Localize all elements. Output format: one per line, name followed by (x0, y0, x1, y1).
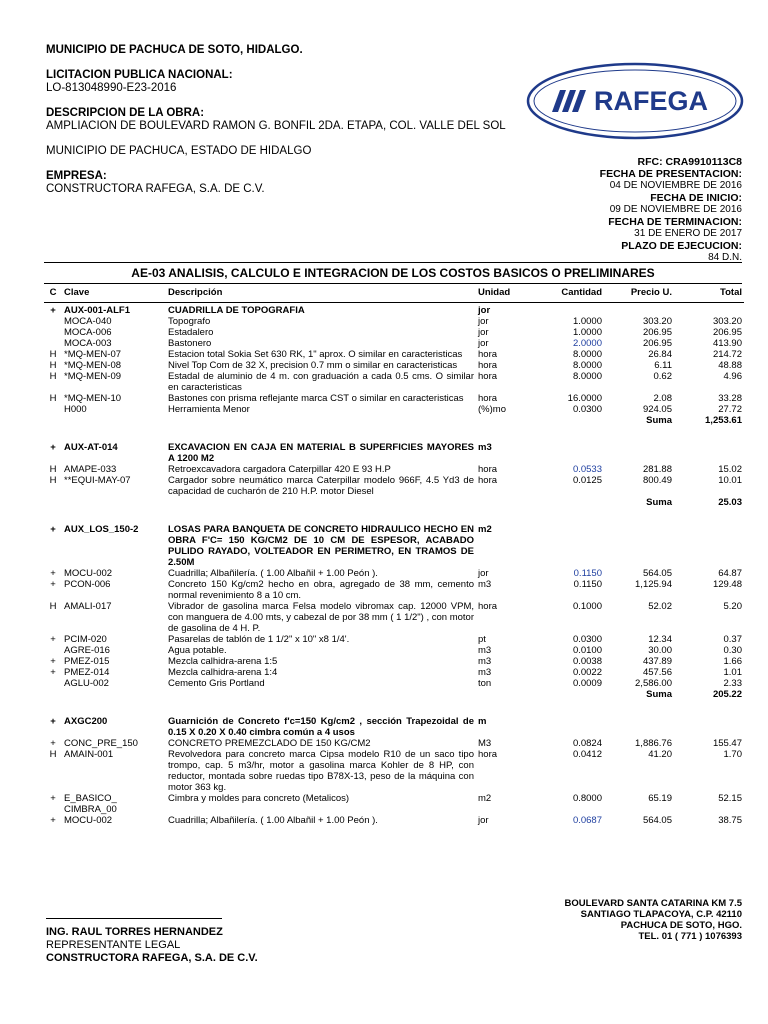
rafega-logo (524, 60, 746, 142)
row-total: 129.48 (712, 579, 742, 590)
row-total: 214.72 (712, 349, 742, 360)
row-descripcion: Retroexcavadora cargadora Caterpillar 420 E 93 H.P (168, 464, 391, 475)
empresa-value: CONSTRUCTORA RAFEGA, S.A. DE C.V. (46, 183, 265, 195)
table-row (44, 475, 744, 497)
row-type: + (50, 524, 56, 535)
empty-cell (44, 497, 62, 508)
row-cantidad: 1.0000 (572, 327, 602, 338)
row-unidad: hora (478, 601, 498, 612)
inicio-value: 09 DE NOVIEMBRE DE 2016 (609, 204, 742, 215)
row-type: + (50, 738, 56, 749)
row-clave: CONC_PRE_150 (64, 738, 138, 749)
row-unidad: hora (478, 349, 498, 360)
row-precio: 2,586.00 (635, 678, 672, 689)
row-type (44, 316, 62, 327)
table-row (44, 338, 744, 349)
row-cantidad: 0.0533 (572, 464, 602, 475)
table-row (44, 634, 744, 645)
row-clave: AMAIN-001 (64, 749, 114, 760)
presentacion-label: FECHA DE PRESENTACION: (599, 168, 742, 180)
row-cantidad: 0.0009 (572, 678, 602, 689)
plazo-label: PLAZO DE EJECUCION: (621, 240, 742, 252)
row-clave: MOCU-002 (64, 568, 113, 579)
row-descripcion: Cuadrilla; Albañilería. ( 1.00 Albañil + 1.00 Peón ). (168, 568, 378, 579)
table-row (44, 645, 744, 656)
row-unidad: hora (478, 475, 498, 486)
signer-role: REPRESENTANTE LEGAL (46, 939, 181, 951)
row-cantidad: 0.0687 (572, 815, 602, 826)
empty-cell (604, 440, 674, 464)
row-precio: 303.20 (642, 316, 672, 327)
empty-cell (62, 689, 166, 700)
address-line: BOULEVARD SANTA CATARINA KM 7.5 (564, 898, 742, 909)
row-cantidad: 8.0000 (572, 349, 602, 360)
row-unidad: jor (478, 327, 489, 338)
row-descripcion: Agua potable. (168, 645, 227, 656)
row-descripcion: Cuadrilla; Albañilería. ( 1.00 Albañil + 1.00 Peón ). (168, 815, 378, 826)
table-title: AE-03 ANALISIS, CALCULO E INTEGRACION DE LOS COSTOS BASICOS O PRELIMINARES (44, 263, 742, 284)
row-cantidad: 2.0000 (572, 338, 602, 349)
cost-table (44, 262, 742, 826)
row-precio: 52.02 (648, 601, 672, 612)
row-unidad: jor (478, 815, 489, 826)
row-clave: *MQ-MEN-08 (64, 360, 122, 371)
spacer-row (44, 508, 744, 522)
row-clave: MOCA-040 (64, 316, 112, 327)
row-clave: *MQ-MEN-10 (64, 393, 122, 404)
row-unidad: m3 (478, 579, 492, 590)
row-total: 5.20 (723, 601, 742, 612)
row-type (44, 645, 62, 656)
row-unidad: hora (478, 393, 498, 404)
col-header-cantidad: Cantidad (542, 284, 604, 303)
group-unidad: m2 (478, 524, 492, 535)
group-descripcion: LOSAS PARA BANQUETA DE CONCRETO HIDRAULICO HECHO EN OBRA F'C= 150 KG/CM2 DE 10 CM DE ESPESOR, ACABADO PULIDO RAYADO, VOLTEADOR EN PERIMETRO, EN TRAMOS DE 2.50M (168, 524, 474, 568)
terminacion-label: FECHA DE TERMINACION: (608, 216, 742, 228)
row-descripcion: Cargador sobre neumático marca Caterpillar modelo 966F, 4.5 Yd3 de capacidad de cucharón de 210 H.P. motor Diesel (168, 475, 474, 497)
row-cantidad: 8.0000 (572, 360, 602, 371)
row-type: + (50, 656, 56, 667)
empresa-label: EMPRESA: (46, 170, 107, 182)
table-row (44, 404, 744, 415)
row-precio: 26.84 (648, 349, 672, 360)
signature-block (46, 926, 258, 965)
suma-label: Suma (646, 689, 672, 700)
suma-value: 25.03 (718, 497, 742, 508)
row-precio: 437.89 (642, 656, 672, 667)
group-header-row (44, 440, 744, 464)
row-type: + (50, 634, 56, 645)
row-type: + (50, 442, 56, 453)
group-unidad: m3 (478, 442, 492, 453)
group-header-row (44, 303, 744, 317)
row-clave: PCON-006 (64, 579, 111, 590)
row-cantidad: 0.0125 (572, 475, 602, 486)
row-total: 206.95 (712, 327, 742, 338)
group-clave: AUX-AT-014 (64, 442, 118, 453)
group-descripcion: EXCAVACION EN CAJA EN MATERIAL B SUPERFICIES MAYORES A 1200 M2 (168, 442, 474, 464)
row-clave: AGRE-016 (64, 645, 110, 656)
row-total: 15.02 (718, 464, 742, 475)
phone: TEL. 01 ( 771 ) 1076393 (638, 931, 742, 942)
row-type: H (49, 601, 57, 612)
row-total: 64.87 (718, 568, 742, 579)
row-descripcion: Estacion total Sokia Set 630 RK, 1" aprox. O similar en caracteristicas (168, 349, 463, 360)
row-descripcion: Bastonero (168, 338, 212, 349)
table-row (44, 601, 744, 634)
spacer-row (44, 426, 744, 440)
row-precio: 1,886.76 (635, 738, 672, 749)
row-precio: 924.05 (642, 404, 672, 415)
row-clave: **EQUI-MAY-07 (64, 475, 131, 486)
row-unidad: hora (478, 749, 498, 760)
row-unidad: M3 (478, 738, 492, 749)
row-precio: 800.49 (642, 475, 672, 486)
row-cantidad: 8.0000 (572, 371, 602, 382)
row-type: + (50, 579, 56, 590)
suma-row (44, 689, 744, 700)
empty-cell (44, 415, 62, 426)
municipio-title: MUNICIPIO DE PACHUCA DE SOTO, HIDALGO. (46, 44, 303, 56)
row-clave: PMEZ-014 (64, 667, 110, 678)
row-descripcion: Nivel Top Com de 32 X, precision 0.7 mm o similar en caracteristicas (168, 360, 458, 371)
row-descripcion: Pasarelas de tablón de 1 1/2" x 10" x8 1/4'. (168, 634, 350, 645)
col-header-c: C (44, 284, 62, 303)
row-type (44, 327, 62, 338)
row-type: H (49, 749, 57, 760)
empty-cell (542, 689, 604, 700)
row-total: 4.96 (723, 371, 742, 382)
table-row (44, 316, 744, 327)
table-row (44, 678, 744, 689)
row-cantidad: 0.8000 (572, 793, 602, 804)
table-row (44, 327, 744, 338)
row-total: 1.70 (723, 749, 742, 760)
row-clave: E_BASICO_ CIMBRA_00 (64, 793, 117, 815)
row-cantidad: 16.0000 (567, 393, 602, 404)
table-row (44, 464, 744, 475)
empty-cell (542, 303, 604, 317)
row-descripcion: Topografo (168, 316, 211, 327)
empty-cell (542, 440, 604, 464)
row-cantidad: 0.1150 (573, 568, 602, 579)
row-clave: AGLU-002 (64, 678, 109, 689)
empty-cell (476, 497, 542, 508)
row-precio: 30.00 (648, 645, 672, 656)
row-precio: 41.20 (648, 749, 672, 760)
row-precio: 281.88 (642, 464, 672, 475)
terminacion-value: 31 DE ENERO DE 2017 (634, 228, 742, 239)
row-precio: 206.95 (642, 338, 672, 349)
table-row (44, 393, 744, 404)
row-unidad: jor (478, 316, 489, 327)
row-type: H (49, 371, 57, 382)
plazo-value: 84 D.N. (708, 252, 742, 263)
row-total: 155.47 (712, 738, 742, 749)
suma-value: 205.22 (712, 689, 742, 700)
rfc: RFC: CRA9910113C8 (637, 156, 742, 168)
row-precio: 1,125.94 (635, 579, 672, 590)
row-precio: 564.05 (642, 815, 672, 826)
row-total: 27.72 (718, 404, 742, 415)
row-total: 1.66 (723, 656, 742, 667)
row-descripcion: Concreto 150 Kg/cm2 hecho en obra, agregado de 38 mm, cemento normal revenimiento 8 a 10 cm. (168, 579, 474, 601)
row-descripcion: Revolvedora para concreto marca Cipsa modelo R10 de un saco tipo trompo, cap. 5 m3/hr, motor a gasolina marca Kohler de 8 HP, con reductor, montada sobre ruedas tipo B78X-13, peso de la máquina con motor 363 kg. (168, 749, 474, 793)
empty-cell (166, 497, 476, 508)
row-unidad: m3 (478, 645, 492, 656)
row-cantidad: 0.0100 (572, 645, 602, 656)
row-descripcion: Estadalero (168, 327, 214, 338)
row-clave: PCIM-020 (64, 634, 107, 645)
row-total: 303.20 (712, 316, 742, 327)
row-clave: MOCA-006 (64, 327, 112, 338)
col-header-clave: Clave (62, 284, 166, 303)
row-type: + (50, 568, 56, 579)
licitacion-label: LICITACION PUBLICA NACIONAL: (46, 69, 233, 81)
row-cantidad: 0.1150 (573, 579, 602, 590)
group-clave: AUX-001-ALF1 (64, 305, 130, 316)
signer-company: CONSTRUCTORA RAFEGA, S.A. DE C.V. (46, 952, 258, 964)
row-total: 1.01 (723, 667, 742, 678)
logo-text: RAFEGA (594, 86, 708, 116)
row-clave: AMALI-017 (64, 601, 112, 612)
company-address (564, 898, 742, 942)
row-total: 0.37 (723, 634, 742, 645)
row-type: + (50, 716, 56, 727)
group-unidad: jor (478, 305, 491, 316)
table-row (44, 579, 744, 601)
row-unidad: m3 (478, 667, 492, 678)
row-precio: 2.08 (653, 393, 672, 404)
suma-value: 1,253.61 (705, 415, 742, 426)
table-row (44, 749, 744, 793)
row-total: 413.90 (712, 338, 742, 349)
row-descripcion: Mezcla calhidra-arena 1:4 (168, 667, 278, 678)
row-descripcion: Mezcla calhidra-arena 1:5 (168, 656, 278, 667)
col-header-unidad: Unidad (476, 284, 542, 303)
descripcion-value: AMPLIACION DE BOULEVARD RAMON G. BONFIL 2DA. ETAPA, COL. VALLE DEL SOL (46, 120, 506, 132)
row-unidad: m3 (478, 656, 492, 667)
row-unidad: (%)mo (478, 404, 506, 415)
licitacion-value: LO-813048990-E23-2016 (46, 82, 177, 94)
table-header-row (44, 284, 744, 303)
col-header-precio: Precio U. (604, 284, 674, 303)
table-row (44, 568, 744, 579)
empty-cell (674, 522, 744, 568)
row-clave: AMAPE-033 (64, 464, 117, 475)
signer-name: ING. RAUL TORRES HERNANDEZ (46, 926, 223, 938)
row-unidad: hora (478, 371, 498, 382)
row-descripcion: Vibrador de gasolina marca Felsa modelo vibromax cap. 12000 VPM, con manguera de 4.00 mts, y cabezal de por 38 mm ( 1 1/2") , con motor de gasolina de 4 H. P. (168, 601, 474, 634)
row-total: 48.88 (718, 360, 742, 371)
empty-cell (62, 497, 166, 508)
row-clave: *MQ-MEN-09 (64, 371, 122, 382)
row-total: 2.33 (723, 678, 742, 689)
row-type: H (49, 464, 57, 475)
row-type: H (49, 360, 57, 371)
row-clave: MOCU-002 (64, 815, 113, 826)
row-total: 33.28 (718, 393, 742, 404)
row-type (44, 338, 62, 349)
table-row (44, 793, 744, 815)
empty-cell (44, 689, 62, 700)
row-type: + (50, 793, 56, 804)
empty-cell (674, 714, 744, 738)
row-unidad: jor (478, 338, 489, 349)
empty-cell (542, 714, 604, 738)
row-cantidad: 1.0000 (572, 316, 602, 327)
row-cantidad: 0.0300 (572, 404, 602, 415)
row-unidad: m2 (478, 793, 492, 804)
inicio-label: FECHA DE INICIO: (650, 192, 742, 204)
row-cantidad: 0.0022 (572, 667, 602, 678)
col-header-total: Total (674, 284, 744, 303)
empty-cell (166, 689, 476, 700)
row-cantidad: 0.1000 (572, 601, 602, 612)
row-type: H (49, 475, 57, 486)
row-unidad: ton (478, 678, 492, 689)
row-cantidad: 0.0300 (572, 634, 602, 645)
row-total: 0.30 (723, 645, 742, 656)
presentacion-value: 04 DE NOVIEMBRE DE 2016 (609, 180, 742, 191)
row-unidad: hora (478, 464, 498, 475)
row-precio: 12.34 (648, 634, 672, 645)
row-type: + (50, 305, 56, 316)
table-row (44, 371, 744, 393)
table-row (44, 656, 744, 667)
suma-row (44, 415, 744, 426)
row-clave: PMEZ-015 (64, 656, 110, 667)
row-unidad: jor (478, 568, 489, 579)
row-unidad: hora (478, 360, 498, 371)
row-cantidad: 0.0824 (572, 738, 602, 749)
project-info (600, 156, 742, 264)
empty-cell (674, 440, 744, 464)
row-descripcion: CONCRETO PREMEZCLADO DE 150 KG/CM2 (168, 738, 371, 749)
row-type: + (50, 815, 56, 826)
row-total: 38.75 (718, 815, 742, 826)
table-row (44, 360, 744, 371)
col-header-descripcion: Descripción (166, 284, 476, 303)
row-precio: 457.56 (642, 667, 672, 678)
address-line: PACHUCA DE SOTO, HGO. (620, 920, 742, 931)
row-precio: 65.19 (648, 793, 672, 804)
suma-row (44, 497, 744, 508)
row-precio: 564.05 (642, 568, 672, 579)
row-descripcion: Cimbra y moldes para concreto (Metalicos) (168, 793, 350, 804)
row-descripcion: Bastones con prisma reflejante marca CST o similar en caracteristicas (168, 393, 464, 404)
empty-cell (166, 415, 476, 426)
row-descripcion: Estadal de aluminio de 4 m. con graduación a cada 0.5 cms. O similar en caracteristicas (168, 371, 474, 393)
row-clave: H000 (64, 404, 87, 415)
suma-label: Suma (646, 415, 672, 426)
group-header-row (44, 714, 744, 738)
row-type: H (49, 349, 57, 360)
group-descripcion: Guarnición de Concreto f'c=150 Kg/cm2 , sección Trapezoidal de 0.15 X 0.20 X 0.40 cimbra común a 4 usos (168, 716, 474, 738)
table-row (44, 815, 744, 826)
empty-cell (604, 522, 674, 568)
group-unidad: m (478, 716, 487, 727)
descripcion-label: DESCRIPCION DE LA OBRA: (46, 107, 205, 119)
table-row (44, 738, 744, 749)
table-row (44, 349, 744, 360)
empty-cell (542, 522, 604, 568)
empty-cell (476, 689, 542, 700)
group-clave: AXGC200 (64, 716, 108, 727)
empty-cell (604, 303, 674, 317)
empty-cell (674, 303, 744, 317)
empty-cell (542, 415, 604, 426)
table-row (44, 667, 744, 678)
row-cantidad: 0.0038 (572, 656, 602, 667)
row-clave: *MQ-MEN-07 (64, 349, 122, 360)
group-descripcion: CUADRILLA DE TOPOGRAFIA (168, 305, 305, 316)
empty-cell (542, 497, 604, 508)
group-header-row (44, 522, 744, 568)
row-type (44, 404, 62, 415)
row-precio: 0.62 (653, 371, 672, 382)
row-type: + (50, 667, 56, 678)
header-block (46, 44, 506, 196)
empty-cell (604, 714, 674, 738)
row-type: H (49, 393, 57, 404)
suma-label: Suma (646, 497, 672, 508)
row-precio: 206.95 (642, 327, 672, 338)
row-precio: 6.11 (654, 360, 672, 371)
empty-cell (476, 415, 542, 426)
signature-line (46, 918, 222, 919)
row-unidad: pt (478, 634, 486, 645)
spacer-row (44, 700, 744, 714)
row-descripcion: Herramienta Menor (168, 404, 250, 415)
municipio-estado: MUNICIPIO DE PACHUCA, ESTADO DE HIDALGO (46, 145, 312, 157)
empty-cell (62, 415, 166, 426)
address-line: SANTIAGO TLAPACOYA, C.P. 42110 (580, 909, 742, 920)
row-cantidad: 0.0412 (572, 749, 602, 760)
group-clave: AUX_LOS_150-2 (64, 524, 139, 535)
row-total: 52.15 (718, 793, 742, 804)
row-total: 10.01 (718, 475, 742, 486)
row-clave: MOCA-003 (64, 338, 112, 349)
row-descripcion: Cemento Gris Portland (168, 678, 265, 689)
row-type (44, 678, 62, 689)
